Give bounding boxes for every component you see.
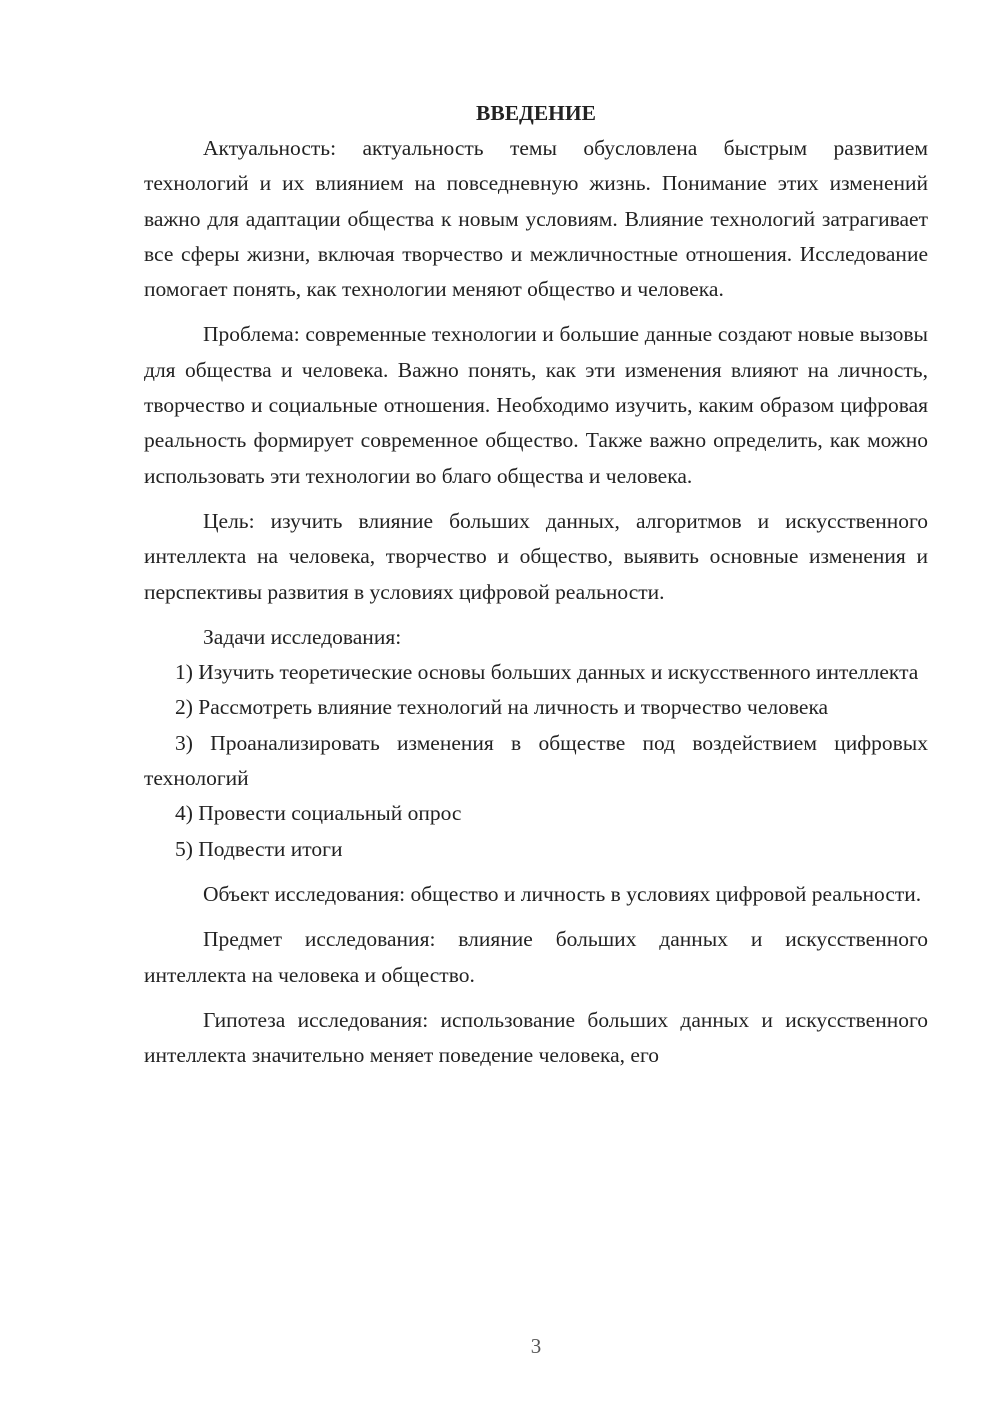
list-item: 3) Проанализировать изменения в обществе под воздействием цифровых технологий	[144, 730, 928, 791]
list-item: 1) Изучить теоретические основы больших данных и искусственного интеллекта	[175, 660, 919, 685]
list-item: 2) Рассмотреть влияние технологий на личность и творчество человека	[175, 695, 829, 720]
paragraph-relevance: Актуальность: актуальность темы обусловлена быстрым развитием технологий и их влиянием на повседневную жизнь. Понимание этих изменений важно для адаптации общества к новым условиям. Влияние технологий затрагивает все сферы жизни, включая творчество и межличностные отношения. Исследование помогает понять, как технологии меняют общество и человека.	[144, 136, 928, 302]
paragraph-problem: Проблема: современные технологии и большие данные создают новые вызовы для общества и человека. Важно понять, как эти изменения влияют на личность, творчество и социальные отношения. Необходимо изучить, каким образом цифровая реальность формирует современное общество. Также важно определить, как можно использовать эти технологии во благо общества и человека.	[144, 322, 928, 488]
paragraph-subject: Предмет исследования: влияние больших данных и искусственного интеллекта на человека и общество.	[144, 927, 928, 987]
paragraph-object: Объект исследования: общество и личность в условиях цифровой реальности.	[203, 881, 922, 906]
list-item: 5) Подвести итоги	[175, 836, 343, 861]
paragraph-hypothesis: Гипотеза исследования: использование больших данных и искусственного интеллекта значительно меняет поведение человека, его	[144, 1007, 928, 1068]
tasks-heading: Задачи исследования:	[203, 624, 402, 649]
document-body	[144, 96, 928, 1073]
page-number: 3	[530, 1334, 542, 1358]
paragraph-goal: Цель: изучить влияние больших данных, алгоритмов и искусственного интеллекта на человека, творчество и общество, выявить основные изменения и перспективы развития в условиях цифровой реальности.	[144, 508, 928, 604]
list-item: 4) Провести социальный опрос	[175, 801, 462, 826]
tasks-list	[144, 655, 928, 867]
section-title: ВВЕДЕНИЕ	[476, 101, 596, 125]
